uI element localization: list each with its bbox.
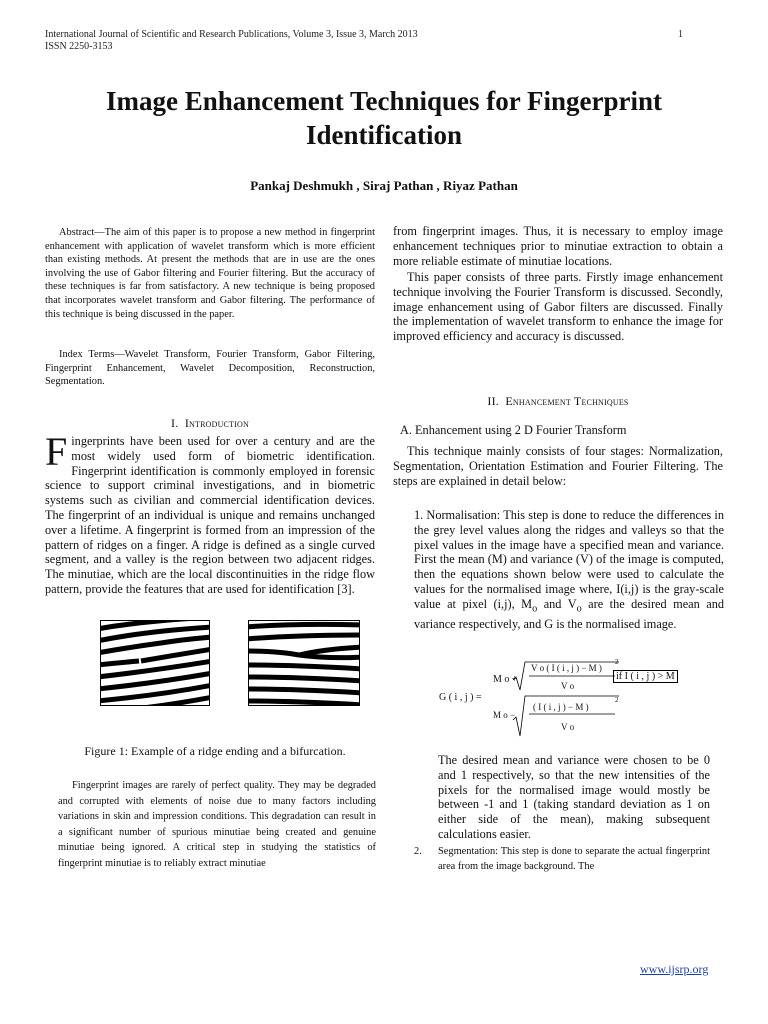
step1-and: and V [537, 596, 577, 611]
index-terms-text: Wavelet Transform, Fourier Transform, Gabor Filtering, Fingerprint Enhancement, Wavelet Decomposition, Reconstruction, Segmentation. [45, 349, 376, 388]
section2-number: II. [487, 394, 499, 408]
equation-exp1: 2 [615, 658, 619, 666]
bifurcation-drawing [249, 621, 359, 705]
subsection-a-heading: A. Enhancement using 2 D Fourier Transform [400, 423, 627, 437]
right-paragraph-2-text: This paper consists of three parts. Firstly image enhancement technique involving the Fourier Transform is discussed. Secondly, image enhancement using of Gabor filters are discussed. Finally the implementation of wavelet transform to enhance the image for improved efficiency and accuracy is discussed. [393, 270, 723, 344]
equation-den2: V o [561, 722, 575, 732]
index-terms-label: Index Terms— [59, 349, 125, 360]
equation-exp2: 2 [615, 696, 619, 704]
ridge-ending-drawing [101, 621, 209, 705]
step2-segmentation [414, 844, 710, 874]
equation-m0-plus: M o + [493, 674, 518, 685]
step1-label: 1. Normalisation: [414, 508, 501, 522]
equation-den1: V o [561, 681, 575, 691]
footer-link[interactable]: www.ijsrp.org [640, 962, 709, 976]
left-paragraph-2 [58, 778, 376, 872]
ridge-ending-image [100, 620, 210, 706]
abstract [45, 226, 375, 321]
left-paragraph-2-text: Fingerprint images are rarely of perfect quality. They may be degraded and corrupted with elements of noise due to many factors including variations in skin and impression conditions. This degradation can result in a significant number of spurious minutiae being created and genuine minutiae being ignored. A critical step in studying the statistics of fingerprint minutiae is to reliably extract minutiae [58, 780, 376, 869]
title-line-2: Identification [305, 120, 462, 150]
page-number: 1 [678, 29, 683, 40]
paper-title [40, 84, 728, 152]
equation-num1: V o ( I ( i , j ) − M ) [531, 663, 602, 673]
step2-number: 2. [414, 846, 422, 857]
step1-sub2: o [576, 603, 582, 615]
right-paragraph-3: The desired mean and variance were chosen to be 0 and 1 respectively, so that the new intensities of the pixels for the normalised image would mostly be between -1 and 1 (taking standard deviation as 1 on either side of the mean), making subsequent calculations easier. [438, 753, 710, 841]
intro-text: ingerprints have been used for over a century and are the most widely used form of biometric identification. Fingerprint identification is commonly employed in forensic science to support criminal investigations, and in biometric systems such as civilian and commercial identification devices. The fingerprint of an individual is unique and remains unchanged over a lifetime. A fingerprint is formed from an impression of the pattern of ridges on a finger. A ridge is defined as a single curved segment, and a valley is the region between two adjacent ridges. The minutiae, which are the local discontinuities in the ridge flow pattern, provide the features that are used for identification [3]. [45, 434, 375, 596]
journal-header: International Journal of Scientific and Research Publications, Volume 3, Issue 3, March 2013 [45, 29, 418, 40]
drop-cap: F [45, 429, 68, 474]
right-paragraph-1: from fingerprint images. Thus, it is necessary to employ image enhancement techniques prior to minutiae extraction to obtain a more reliable estimate of minutiae locations. [393, 224, 723, 268]
issn: ISSN 2250-3153 [45, 41, 113, 52]
section2-title: Enhancement Techniques [505, 394, 629, 408]
equation-m0-minus: M o − [493, 710, 516, 720]
section2-intro [393, 444, 723, 488]
normalisation-equation [393, 656, 723, 740]
equation-lhs: G ( i , j ) = [439, 692, 482, 703]
step1-normalisation [414, 508, 724, 632]
intro-paragraph [45, 429, 375, 597]
section2-intro-text: This technique mainly consists of four stages: Normalization, Segmentation, Orientation Estimation and Fourier Filtering. The steps are explained in detail below: [393, 444, 723, 488]
section1-heading [45, 416, 375, 431]
title-line-1: Image Enhancement Techniques for Fingerprint [105, 86, 663, 116]
section1-number: I. [171, 416, 179, 430]
step1-sub1: o [532, 603, 538, 615]
section1-title: Introduction [184, 416, 249, 430]
bifurcation-image [248, 620, 360, 706]
section2-heading [393, 394, 723, 409]
step1-text: This step is done to reduce the differences in the grey level values along the ridges and valleys so that the pixel values in the image have a specified mean and variance. First the mean (M) and variance (V) of the image is computed, then the equations shown below were used to calculate the values for the normalised image where, I(i,j) is the gray-scale value at pixel (i,j), M [414, 508, 724, 611]
step2-text: Segmentation: This step is done to separate the actual fingerprint area from the image background. The [438, 846, 710, 872]
authors: Pankaj Deshmukh , Siraj Pathan , Riyaz Pathan [250, 178, 518, 193]
figure1-caption: Figure 1: Example of a ridge ending and a bifurcation. [84, 744, 346, 758]
abstract-text: The aim of this paper is to propose a new method in fingerprint enhancement with application of wavelet transform which is more efficient than existing methods. At present the methods that are in use are the ones involving the use of Gabor filtering and Fourier filtering. But the accuracy of these techniques is far from satisfactory. A new technique is being proposed that incorporates wavelet transform and Gabor filtering. The performance of this technique is being discussed in the paper. [45, 227, 375, 320]
step1-text-end: are the desired mean and variance respectively, and G is the normalised image. [414, 596, 724, 632]
abstract-label: Abstract— [59, 227, 105, 238]
equation-num2: ( I ( i , j ) − M ) [533, 702, 589, 712]
right-paragraph-2 [393, 270, 723, 344]
index-terms [45, 348, 375, 389]
equation-condition: if I ( i , j ) > M [613, 670, 678, 683]
